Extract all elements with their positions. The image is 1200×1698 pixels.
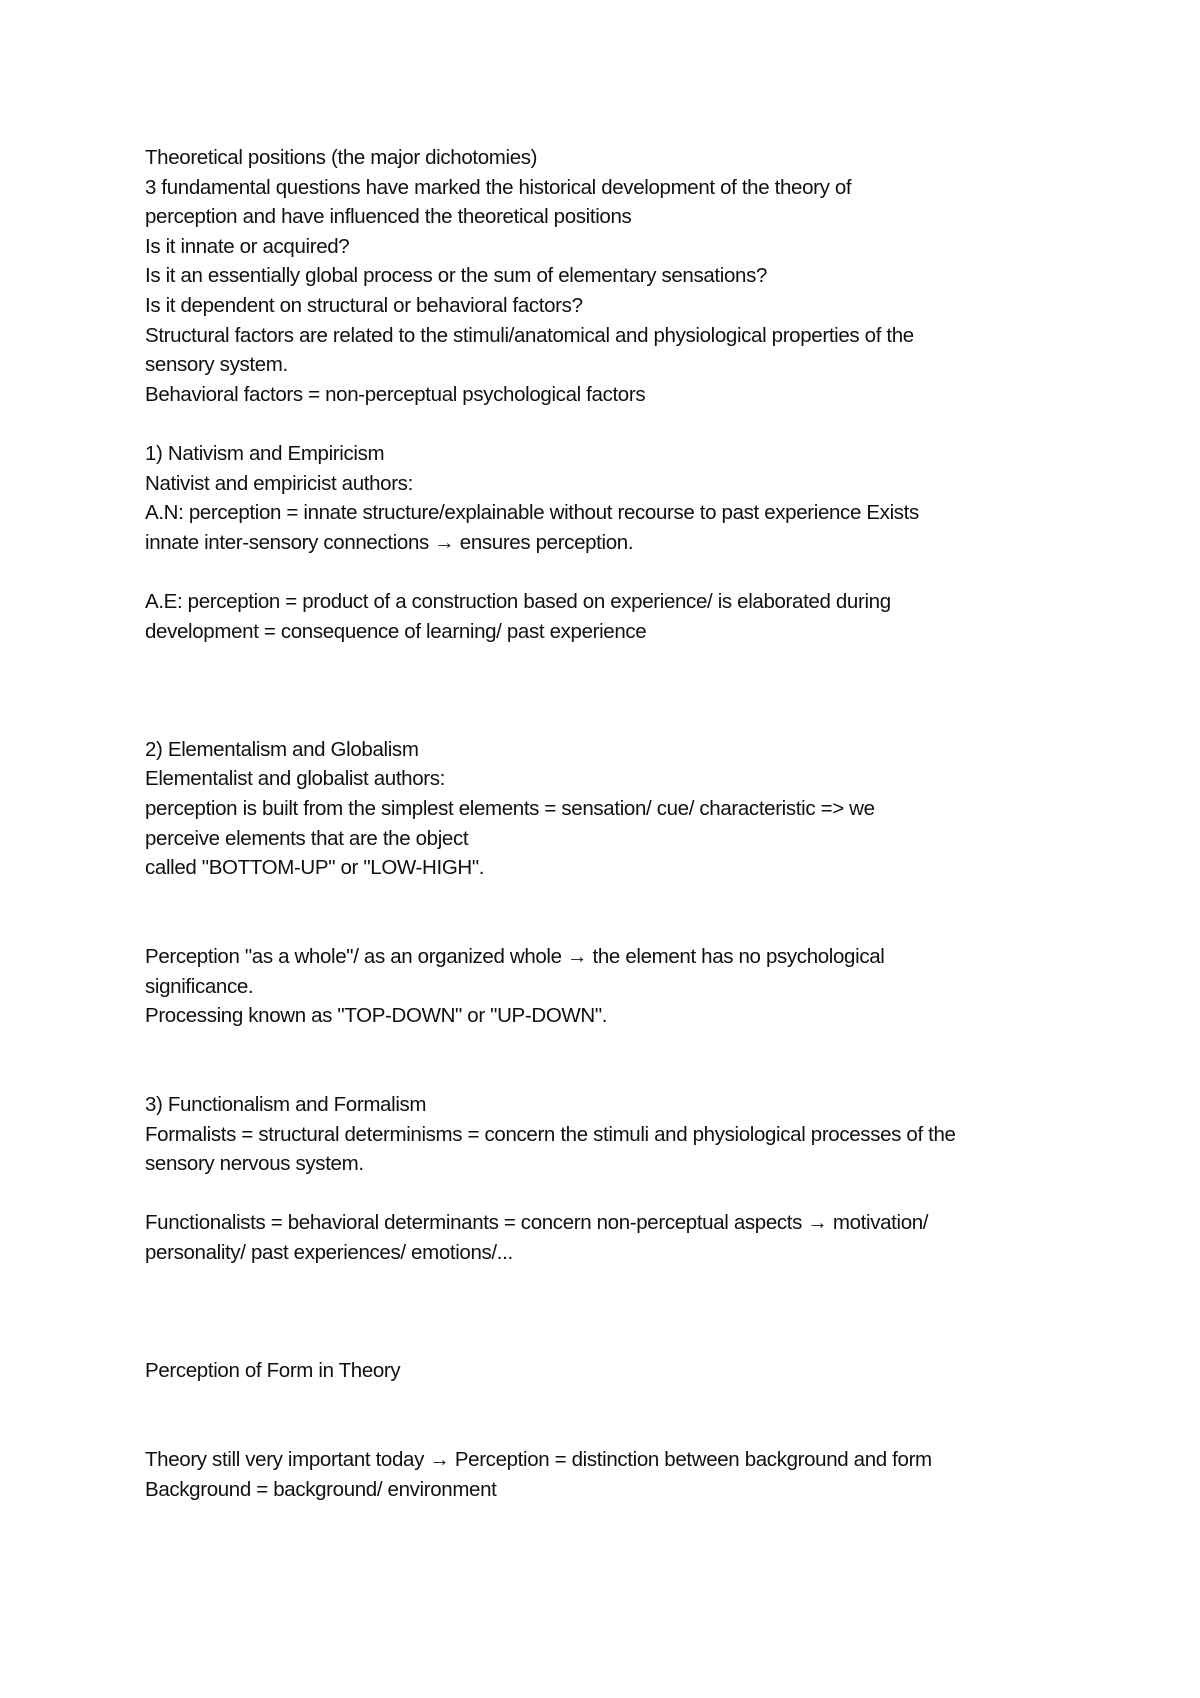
- blank-line: [145, 409, 1145, 439]
- blank-line: [145, 1386, 1145, 1416]
- text-line: innate inter-sensory connections → ensures perception.: [145, 530, 634, 554]
- text-line: Is it innate or acquired?: [145, 234, 350, 258]
- text-line: 2) Elementalism and Globalism: [145, 737, 419, 761]
- document-body: [145, 143, 1145, 1504]
- text-line: Functionalists = behavioral determinants = concern non-perceptual aspects → motivation/: [145, 1211, 929, 1235]
- text-line: Theoretical positions (the major dichotomies): [145, 146, 538, 169]
- blank-line: [145, 1031, 1145, 1061]
- blank-line: [145, 1327, 1145, 1357]
- text-line: perceive elements that are the object: [145, 826, 469, 850]
- blank-line: [145, 646, 1145, 676]
- text-line: called "BOTTOM-UP" or "LOW-HIGH".: [145, 856, 485, 880]
- text-line: Perception "as a whole"/ as an organized whole → the element has no psychological: [145, 945, 885, 969]
- blank-line: [145, 705, 1145, 735]
- text-line: perception and have influenced the theoretical positions: [145, 205, 632, 229]
- text-line: 3 fundamental questions have marked the historical development of the theory of: [145, 175, 852, 199]
- text-line: 1) Nativism and Empiricism: [145, 441, 385, 465]
- blank-line: [145, 1060, 1145, 1090]
- text-line: Is it dependent on structural or behavioral factors?: [145, 293, 583, 317]
- text-line: Behavioral factors = non-perceptual psychological factors: [145, 382, 646, 406]
- text-line: Background = background/ environment: [145, 1477, 497, 1501]
- text-line: Is it an essentially global process or the sum of elementary sensations?: [145, 264, 768, 288]
- blank-line: [145, 676, 1145, 706]
- text-line: sensory nervous system.: [145, 1152, 364, 1176]
- text-line: Elementalist and globalist authors:: [145, 767, 445, 791]
- blank-line: [145, 1268, 1145, 1298]
- text-line: significance.: [145, 974, 254, 998]
- blank-line: [145, 883, 1145, 913]
- text-line: Formalists = structural determinisms = concern the stimuli and physiological processes of the: [145, 1122, 956, 1146]
- text-line: development = consequence of learning/ past experience: [145, 619, 647, 643]
- text-line: perception is built from the simplest elements = sensation/ cue/ characteristic => we: [145, 797, 875, 821]
- text-line: Theory still very important today → Perception = distinction between background and form: [145, 1448, 932, 1472]
- blank-line: [145, 1416, 1145, 1446]
- text-line: Nativist and empiricist authors:: [145, 471, 413, 495]
- text-line: Processing known as "TOP-DOWN" or "UP-DOWN".: [145, 1004, 608, 1028]
- text-line: Perception of Form in Theory: [145, 1359, 401, 1383]
- blank-line: [145, 912, 1145, 942]
- text-line: sensory system.: [145, 353, 288, 377]
- blank-line: [145, 557, 1145, 587]
- text-line: 3) Functionalism and Formalism: [145, 1093, 427, 1116]
- blank-line: [145, 1179, 1145, 1209]
- text-line: A.E: perception = product of a construction based on experience/ is elaborated during: [145, 589, 891, 613]
- blank-line: [145, 1297, 1145, 1327]
- text-line: A.N: perception = innate structure/explainable without recourse to past experience Exists: [145, 501, 919, 525]
- text-line: Structural factors are related to the stimuli/anatomical and physiological properties of the: [145, 323, 914, 347]
- text-line: personality/ past experiences/ emotions/...: [145, 1240, 513, 1264]
